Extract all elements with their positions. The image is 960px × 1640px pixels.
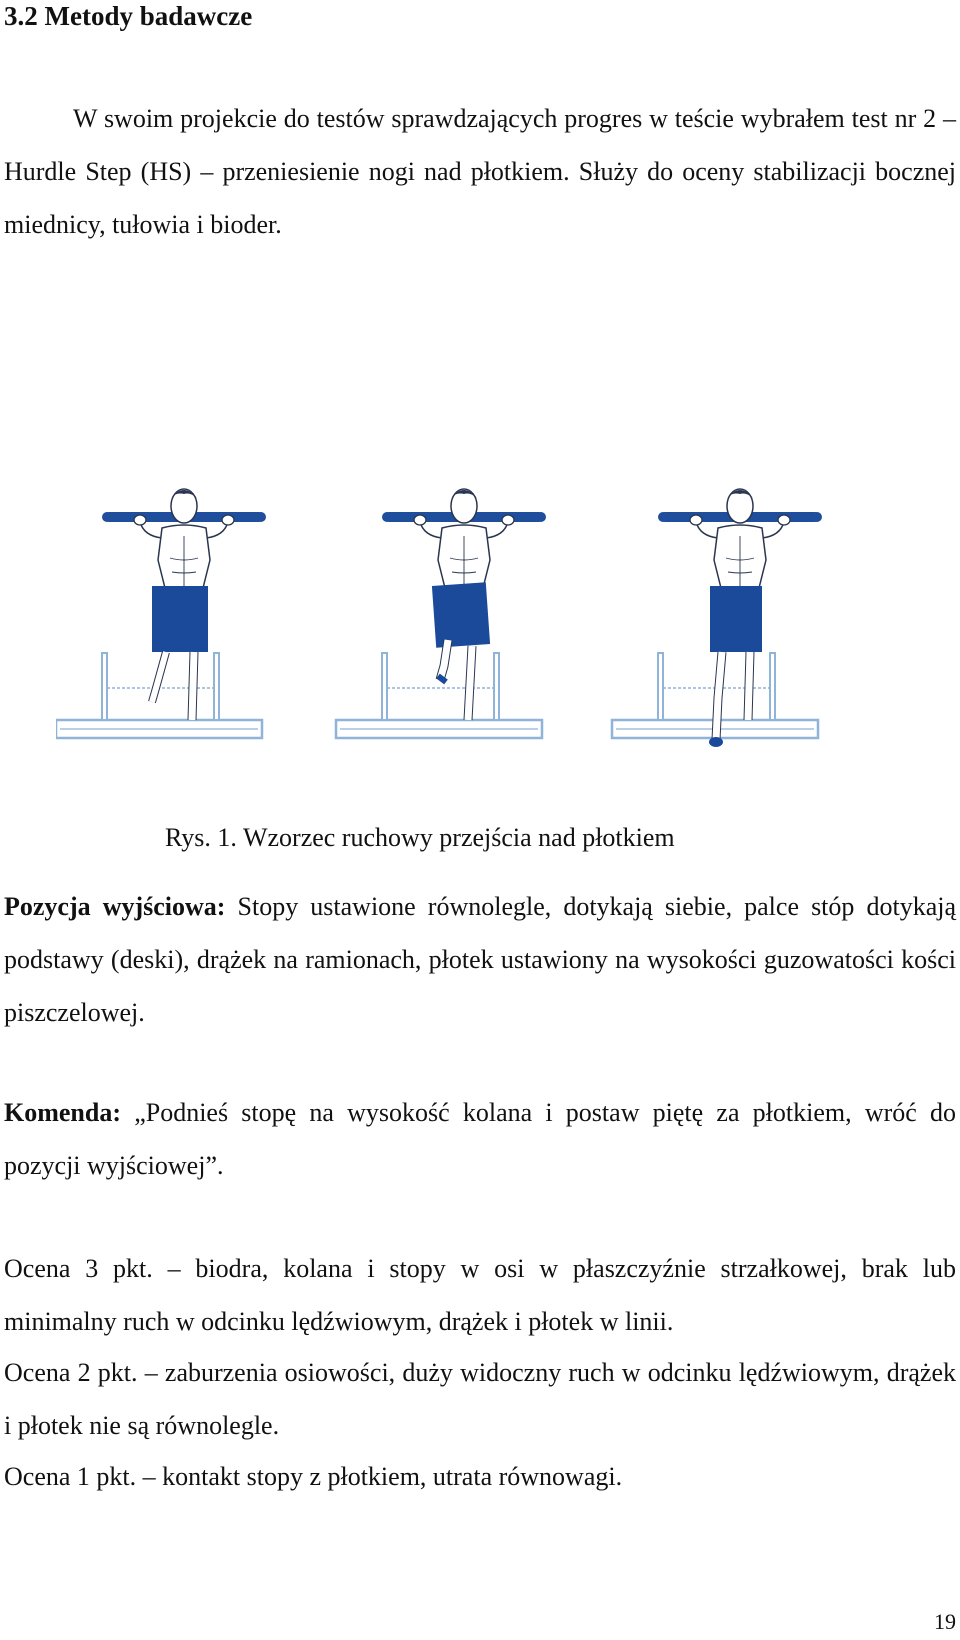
start-position-label: Pozycja wyjściowa: [4,892,226,921]
intro-paragraph: W swoim projekcie do testów sprawdzających progres w teście wybrałem test nr 2 – Hurdle Step (HS) – przeniesienie nogi nad płotkiem. Służy do oceny stabilizacji bocznej miednicy, tułowia i bioder. [4,104,956,239]
start-position-text: Stopy ustawione równolegle, dotykają siebie, palce stóp dotykają podstawy (deski), drążek na ramionach, płotek ustawiony na wysokości guzowatości kości piszczelowej. [4,892,957,1027]
figure-caption: Rys. 1. Wzorzec ruchowy przejścia nad płotkiem [165,823,675,852]
score-2-paragraph: Ocena 2 pkt. – zaburzenia osiowości, duży widoczny ruch w odcinku lędźwiowym, drążek i płotek nie są równolegle. [4,1358,956,1440]
command-paragraph [4,1086,956,1192]
section-heading: 3.2 Metody badawcze [4,1,253,31]
score-3-paragraph: Ocena 3 pkt. – biodra, kolana i stopy w osi w płaszczyźnie strzałkowej, brak lub minimalny ruch w odcinku lędźwiowym, drążek i płotek w linii. [4,1254,956,1336]
command-label: Komenda: [4,1098,121,1127]
page-number: 19 [934,1609,956,1634]
hurdle-step-figure [56,488,916,788]
start-position-paragraph [4,880,956,1039]
score-1-paragraph: Ocena 1 pkt. – kontakt stopy z płotkiem, utrata równowagi. [4,1462,623,1491]
command-text: „Podnieś stopę na wysokość kolana i postaw piętę za płotkiem, wróć do pozycji wyjściowej”. [4,1098,956,1180]
